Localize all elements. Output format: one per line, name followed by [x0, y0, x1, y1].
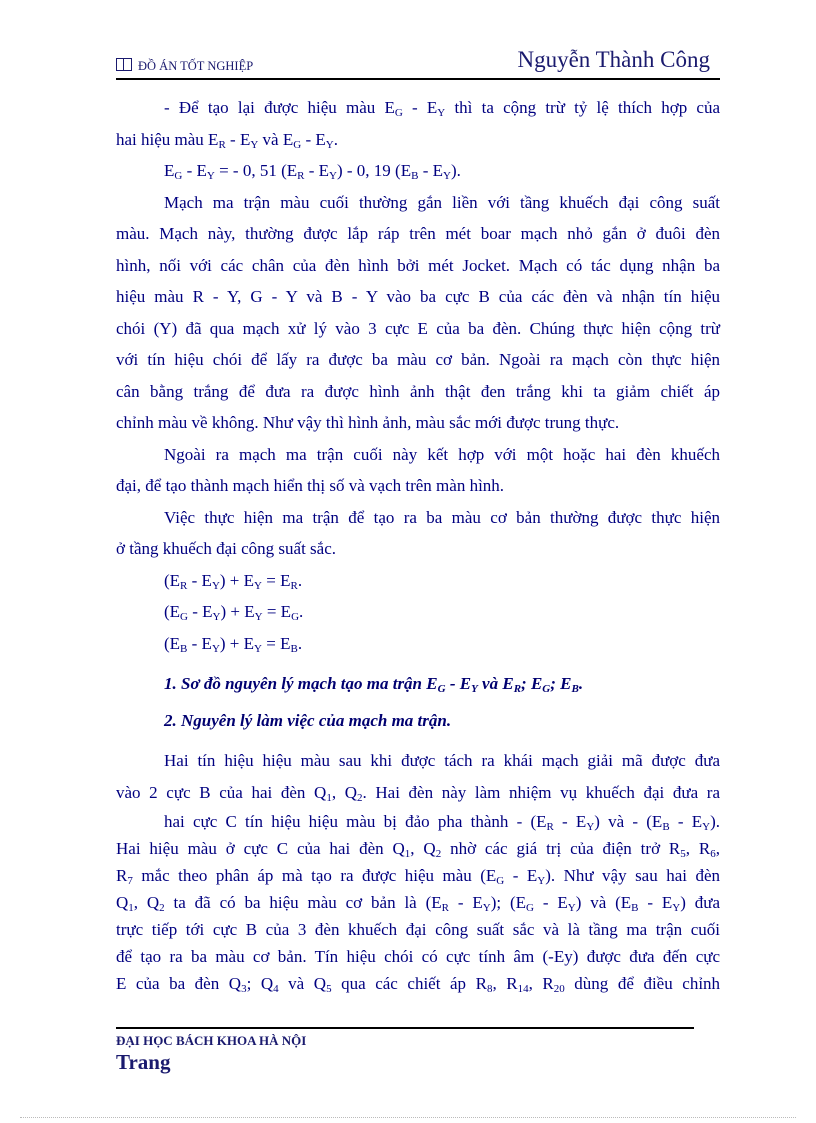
subscript: Y — [212, 611, 221, 623]
subscript: 1 — [128, 902, 134, 914]
subscript: 5 — [680, 848, 686, 860]
text-line: chói (Y) đã qua mạch xử lý vào 3 cực E của ba đèn. Chúng thực hiện cộng trừ — [116, 318, 720, 338]
subscript: 2 — [356, 791, 363, 804]
subscript: G — [394, 107, 403, 119]
header-title: ĐỒ ÁN TỐT NGHIỆP — [138, 59, 254, 73]
subscript: 4 — [273, 983, 279, 995]
subscript: 14 — [517, 983, 529, 995]
text-line: Ngoài ra mạch ma trận cuối này kết hợp với một hoặc hai đèn khuếch — [164, 444, 720, 464]
subscript: Y — [250, 138, 259, 151]
subscript: R — [180, 579, 188, 592]
subscript: G — [293, 138, 302, 151]
subscript: Y — [586, 821, 595, 833]
text-line: hai cực C tín hiệu hiệu màu bị đảo pha thành - $(E_R - E_Y)$ và - $(E_B - E_Y)$. — [164, 812, 721, 833]
subscript: B — [662, 821, 670, 833]
subscript: G — [174, 170, 183, 182]
subscript: Y — [471, 683, 478, 695]
text-line: Mạch ma trận màu cuối thường gắn liền với tầng khuếch đại công suất — [164, 192, 720, 212]
subscript: B — [571, 683, 579, 695]
subscript: Y — [482, 902, 491, 914]
text-line: hai hiệu màu $E_R - E_Y$ và $E_G - E_Y$. — [116, 129, 338, 151]
subscript: R — [290, 579, 298, 592]
text-line: Hai hiệu màu ở cực C của hai đèn $Q_1$, $Q_2$ nhờ các giá trị của điện trở $R_5$, $R_6$, — [116, 839, 720, 860]
book-icon — [116, 58, 132, 71]
subscript: 6 — [710, 848, 716, 860]
subscript: Y — [254, 611, 263, 623]
text-line: hiệu màu R - Y, G - Y và B - Y vào ba cực B của các đèn và nhận tín hiệu — [116, 287, 720, 306]
subscript: G — [496, 875, 505, 887]
text-line: Hai tín hiệu hiệu màu sau khi được tách ra khái mạch giải mã được đưa — [164, 751, 720, 770]
text-line: $Q_1$, $Q_2$ ta đã có ba hiệu màu cơ bản là $(E_R - E_Y)$; $(E_G - E_Y)$ và $(E_B - E_Y)$ đưa — [116, 893, 721, 914]
section-heading-2: 2. Nguyên lý làm việc của mạch ma trận. — [164, 711, 452, 730]
subscript: 1 — [404, 848, 411, 860]
header-left — [116, 58, 253, 74]
text-line: vào 2 cực B của hai đèn $Q_1$, $Q_2$. Hai đèn này làm nhiệm vụ khuếch đại đưa ra — [116, 782, 721, 804]
footer-rule — [116, 1027, 694, 1029]
header-rule — [116, 78, 720, 80]
subscript: B — [290, 642, 298, 655]
subscript: R — [441, 902, 449, 914]
subscript: Y — [206, 170, 215, 182]
text-line: cân bằng trắng để đưa ra được hình ảnh thật đen trắng khi ta giảm chiết áp — [116, 381, 720, 401]
text-line: để tạo ra ba màu cơ bản. Tín hiệu chói có cực tính âm (-Ey) được đưa đến cực — [116, 947, 720, 966]
text-line: - Để tạo lại được hiệu màu $E_G - E_Y$ thì ta cộng trừ tỷ lệ thích hợp của — [164, 98, 721, 119]
text-line: màu. Mạch này, thường được lắp ráp trên mét boar mạch nhỏ gắn ở đuôi đèn — [116, 224, 720, 243]
subscript: Y — [211, 579, 220, 592]
page-header — [116, 44, 720, 80]
footer-school: ĐẠI HỌC BÁCH KHOA HÀ NỘI — [116, 1033, 307, 1048]
subscript: B — [411, 170, 419, 182]
subscript: Y — [537, 875, 546, 887]
subscript: 7 — [127, 875, 133, 887]
document-body — [116, 92, 720, 997]
page-edge — [20, 1117, 796, 1118]
subscript: R — [218, 138, 226, 151]
subscript: Y — [254, 642, 262, 655]
subscript: 2 — [159, 902, 165, 914]
subscript: Y — [325, 138, 334, 151]
subscript: 1 — [326, 791, 332, 804]
equation: $(E_R - E_Y) + E_Y = E_R$. — [164, 570, 303, 592]
subscript: R — [297, 170, 305, 182]
subscript: Y — [211, 642, 220, 655]
subscript: Y — [443, 170, 451, 182]
equation: $(E_G - E_Y) + E_Y = E_G$. — [164, 602, 304, 623]
subscript: Y — [567, 902, 576, 914]
text-line: E của ba đèn $Q_3$; $Q_4$ và $Q_5$ qua các chiết áp $R_8$, $R_{14}$, $R_{20}$ dùng để điều chỉnh — [116, 974, 721, 995]
subscript: 8 — [486, 983, 493, 995]
subscript: R — [513, 683, 522, 695]
text-line: $R_7$ mắc theo phân áp mà tạo ra được hiệu màu $(E_G - E_Y)$. Như vậy sau hai đèn — [116, 866, 720, 887]
text-line: với tín hiệu chói để lấy ra được ba màu cơ bản. Ngoài ra mạch còn thực hiện — [116, 350, 720, 369]
subscript: G — [180, 611, 188, 623]
subscript: R — [546, 821, 554, 833]
text-line: đại, để tạo thành mạch hiển thị số và vạch trên màn hình. — [116, 476, 505, 495]
equation: $E_G - E_Y$ = - 0, 51 $(E_R - E_Y) - 0$, 19 $(E_B - E_Y)$. — [164, 161, 461, 182]
subscript: G — [437, 683, 446, 695]
equation: $(E_B - E_Y) + E_Y = E_B$. — [164, 633, 303, 655]
subscript: G — [542, 683, 551, 695]
subscript: 2 — [435, 848, 442, 860]
subscript: Y — [672, 902, 681, 914]
subscript: G — [526, 902, 534, 914]
subscript: Y — [437, 107, 446, 119]
subscript: G — [291, 611, 300, 623]
text-line: trực tiếp tới cực B của 3 đèn khuếch đại công suất sắc và là tầng ma trận cuối — [116, 920, 720, 939]
text-line: chỉnh màu về không. Như vậy thì hình ảnh, màu sắc mới được trung thực. — [116, 413, 620, 432]
subscript: Y — [254, 579, 262, 592]
subscript: 3 — [241, 983, 247, 995]
subscript: Y — [329, 170, 337, 182]
subscript: 5 — [326, 983, 332, 995]
subscript: Y — [702, 821, 711, 833]
subscript: B — [631, 902, 639, 914]
text-line: Việc thực hiện ma trận để tạo ra ba màu cơ bản thường được thực hiện — [164, 507, 720, 527]
text-line: ở tầng khuếch đại công suất sắc. — [116, 539, 337, 558]
footer-page-label: Trang — [116, 1050, 171, 1074]
subscript: 20 — [553, 983, 565, 995]
section-heading-1: 1. Sơ đồ nguyên lý mạch tạo ma trận $E_G - E_Y$ và $E_R$; $E_G$; $E_B$. — [164, 674, 584, 695]
subscript: B — [180, 642, 188, 655]
header-author: Nguyễn Thành Công — [517, 47, 710, 72]
text-line: hình, nối với các chân của đèn hình bởi mét Jocket. Mạch có tác dụng nhận ba — [116, 255, 720, 275]
